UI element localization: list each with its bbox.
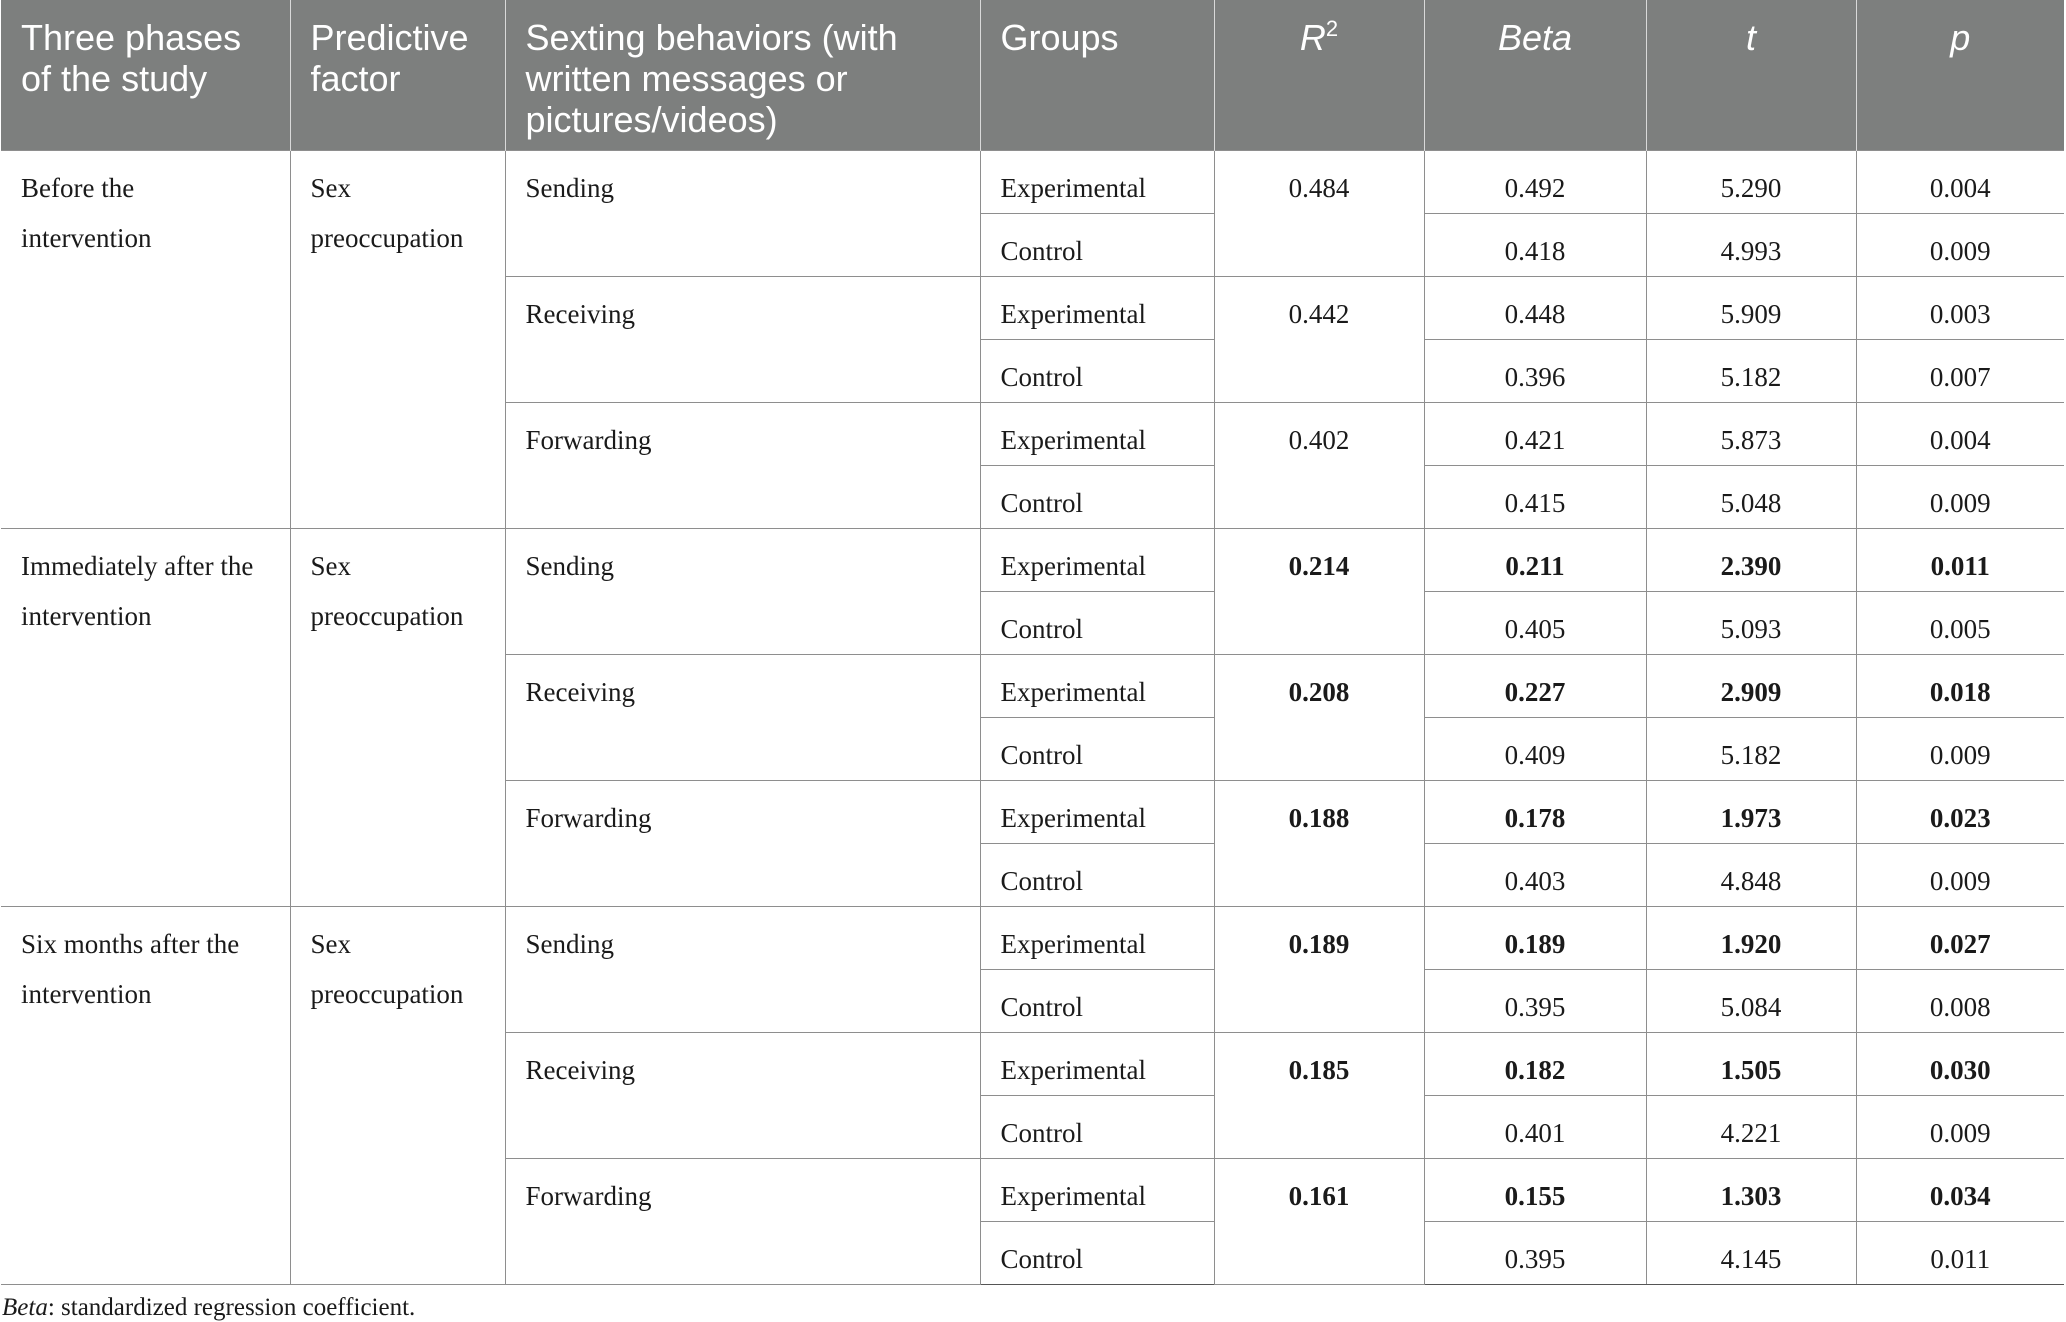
header-t: t <box>1646 0 1856 151</box>
p-cell: 0.005 <box>1856 592 2064 655</box>
beta-cell: 0.421 <box>1424 403 1646 466</box>
group-cell: Control <box>980 718 1214 781</box>
p-cell: 0.030 <box>1856 1033 2064 1096</box>
beta-cell: 0.448 <box>1424 277 1646 340</box>
p-cell: 0.007 <box>1856 340 2064 403</box>
r-squared-cell: 0.442 <box>1214 277 1424 403</box>
beta-cell: 0.492 <box>1424 151 1646 214</box>
beta-cell: 0.155 <box>1424 1159 1646 1222</box>
group-cell: Experimental <box>980 1159 1214 1222</box>
behavior-cell: Sending <box>505 529 980 655</box>
group-cell: Control <box>980 970 1214 1033</box>
beta-cell: 0.418 <box>1424 214 1646 277</box>
beta-cell: 0.396 <box>1424 340 1646 403</box>
behavior-cell: Sending <box>505 151 980 277</box>
group-cell: Experimental <box>980 781 1214 844</box>
r-squared-cell: 0.188 <box>1214 781 1424 907</box>
behavior-cell: Receiving <box>505 277 980 403</box>
beta-cell: 0.403 <box>1424 844 1646 907</box>
p-cell: 0.008 <box>1856 970 2064 1033</box>
t-cell: 4.221 <box>1646 1096 1856 1159</box>
r-squared-cell: 0.214 <box>1214 529 1424 655</box>
r-squared-cell: 0.161 <box>1214 1159 1424 1285</box>
p-cell: 0.003 <box>1856 277 2064 340</box>
p-cell: 0.023 <box>1856 781 2064 844</box>
t-cell: 5.182 <box>1646 718 1856 781</box>
p-cell: 0.004 <box>1856 151 2064 214</box>
p-cell: 0.009 <box>1856 1096 2064 1159</box>
header-r-squared <box>1214 0 1424 151</box>
header-r-squared-base: R <box>1299 17 1326 58</box>
group-cell: Experimental <box>980 907 1214 970</box>
phase-cell: Before the intervention <box>1 151 290 529</box>
factor-cell: Sex preoccupation <box>290 151 505 529</box>
group-cell: Control <box>980 1096 1214 1159</box>
beta-cell: 0.401 <box>1424 1096 1646 1159</box>
t-cell: 5.290 <box>1646 151 1856 214</box>
header-r-squared-exponent: 2 <box>1325 16 1339 41</box>
group-cell: Experimental <box>980 529 1214 592</box>
header-behavior: Sexting behaviors (with written messages or pictures/videos) <box>505 0 980 151</box>
table-row <box>1 907 2064 970</box>
p-cell: 0.009 <box>1856 844 2064 907</box>
p-cell: 0.011 <box>1856 529 2064 592</box>
p-cell: 0.009 <box>1856 718 2064 781</box>
p-cell: 0.018 <box>1856 655 2064 718</box>
header-row <box>1 0 2064 151</box>
r-squared-cell: 0.484 <box>1214 151 1424 277</box>
t-cell: 5.048 <box>1646 466 1856 529</box>
beta-cell: 0.182 <box>1424 1033 1646 1096</box>
beta-cell: 0.405 <box>1424 592 1646 655</box>
t-cell: 5.084 <box>1646 970 1856 1033</box>
r-squared-cell: 0.208 <box>1214 655 1424 781</box>
table-footnote <box>2 1294 2066 1322</box>
header-groups: Groups <box>980 0 1214 151</box>
r-squared-cell: 0.189 <box>1214 907 1424 1033</box>
beta-cell: 0.395 <box>1424 970 1646 1033</box>
t-cell: 5.182 <box>1646 340 1856 403</box>
t-cell: 1.303 <box>1646 1159 1856 1222</box>
t-cell: 1.920 <box>1646 907 1856 970</box>
regression-table <box>1 0 2064 1285</box>
table-body <box>1 151 2064 1285</box>
p-cell: 0.004 <box>1856 403 2064 466</box>
t-cell: 5.909 <box>1646 277 1856 340</box>
phase-cell: Six months after the intervention <box>1 907 290 1285</box>
behavior-cell: Receiving <box>505 1033 980 1159</box>
group-cell: Control <box>980 592 1214 655</box>
t-cell: 2.909 <box>1646 655 1856 718</box>
footnote-text: : standardized regression coefficient. <box>47 1294 416 1321</box>
t-cell: 2.390 <box>1646 529 1856 592</box>
r-squared-cell: 0.402 <box>1214 403 1424 529</box>
table-header <box>1 0 2064 151</box>
header-phase: Three phases of the study <box>1 0 290 151</box>
behavior-cell: Forwarding <box>505 403 980 529</box>
beta-cell: 0.409 <box>1424 718 1646 781</box>
beta-cell: 0.178 <box>1424 781 1646 844</box>
beta-cell: 0.415 <box>1424 466 1646 529</box>
factor-cell: Sex preoccupation <box>290 907 505 1285</box>
beta-cell: 0.211 <box>1424 529 1646 592</box>
group-cell: Control <box>980 1222 1214 1285</box>
t-cell: 1.505 <box>1646 1033 1856 1096</box>
group-cell: Control <box>980 844 1214 907</box>
beta-cell: 0.189 <box>1424 907 1646 970</box>
factor-cell: Sex preoccupation <box>290 529 505 907</box>
group-cell: Control <box>980 466 1214 529</box>
p-cell: 0.011 <box>1856 1222 2064 1285</box>
behavior-cell: Sending <box>505 907 980 1033</box>
beta-cell: 0.227 <box>1424 655 1646 718</box>
t-cell: 1.973 <box>1646 781 1856 844</box>
p-cell: 0.027 <box>1856 907 2064 970</box>
t-cell: 4.993 <box>1646 214 1856 277</box>
group-cell: Experimental <box>980 655 1214 718</box>
group-cell: Experimental <box>980 277 1214 340</box>
t-cell: 5.093 <box>1646 592 1856 655</box>
phase-cell: Immediately after the intervention <box>1 529 290 907</box>
group-cell: Experimental <box>980 151 1214 214</box>
behavior-cell: Forwarding <box>505 1159 980 1285</box>
p-cell: 0.009 <box>1856 466 2064 529</box>
table-row <box>1 151 2064 214</box>
beta-cell: 0.395 <box>1424 1222 1646 1285</box>
p-cell: 0.009 <box>1856 214 2064 277</box>
footnote-term: Beta <box>2 1294 48 1321</box>
table-row <box>1 529 2064 592</box>
behavior-cell: Receiving <box>505 655 980 781</box>
group-cell: Control <box>980 214 1214 277</box>
behavior-cell: Forwarding <box>505 781 980 907</box>
group-cell: Control <box>980 340 1214 403</box>
t-cell: 5.873 <box>1646 403 1856 466</box>
t-cell: 4.145 <box>1646 1222 1856 1285</box>
r-squared-cell: 0.185 <box>1214 1033 1424 1159</box>
header-p: p <box>1856 0 2064 151</box>
group-cell: Experimental <box>980 403 1214 466</box>
t-cell: 4.848 <box>1646 844 1856 907</box>
group-cell: Experimental <box>980 1033 1214 1096</box>
header-factor: Predictive factor <box>290 0 505 151</box>
header-beta: Beta <box>1424 0 1646 151</box>
p-cell: 0.034 <box>1856 1159 2064 1222</box>
